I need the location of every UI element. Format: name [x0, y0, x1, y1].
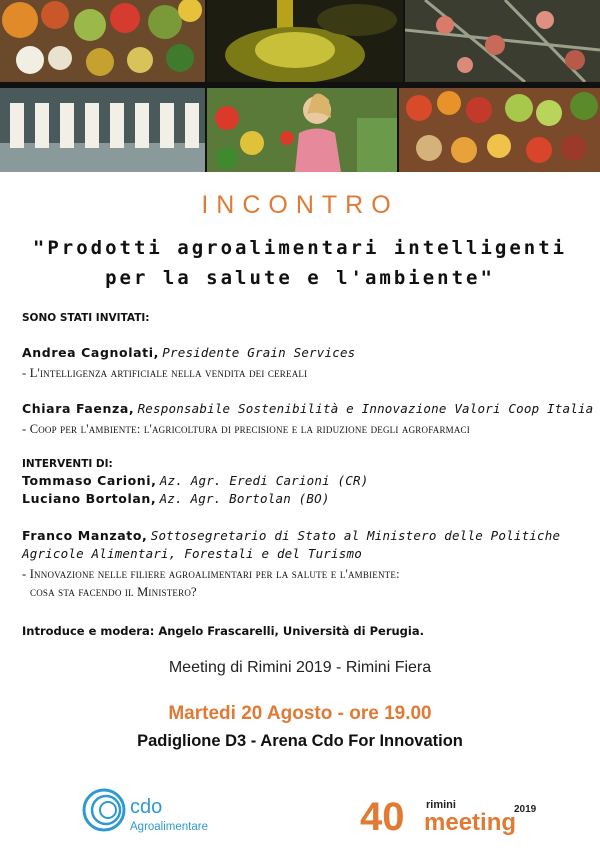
photo-woman-shopping [207, 88, 397, 172]
meeting-edition-number: 40 [360, 795, 405, 836]
speaker-1-topic: - L'intelligenza artificiale nella vendita dei cereali [22, 366, 308, 380]
speaker-role: Presidente Grain Services [162, 345, 356, 360]
cdo-sub: Agroalimentare [130, 821, 208, 833]
intervention-1 [22, 473, 368, 488]
meeting-word: meeting [424, 809, 517, 836]
speaker-name: Andrea Cagnolati, [22, 345, 159, 360]
speaker-role: Responsabile Sostenibilità e Innovazione Valori Coop Italia [137, 401, 594, 416]
event-date: Martedi 20 Agosto - ore 19.00 [168, 703, 432, 724]
meeting-year: 2019 [514, 804, 537, 815]
event-title-line-1: "Prodotti agroalimentari intelligenti [32, 237, 568, 259]
cdo-circles-icon [84, 790, 124, 830]
speaker-name: Luciano Bortolan, [22, 491, 157, 506]
rimini-meeting-logo [360, 786, 550, 836]
cdo-agroalimentare-logo [82, 786, 242, 836]
meeting-rimini: rimini [426, 799, 456, 811]
speaker-name: Tommaso Carioni, [22, 473, 157, 488]
speaker-name: Franco Manzato, [22, 528, 148, 543]
event-title-line-2: per la salute e l'ambiente" [105, 267, 495, 289]
speaker-role: Az. Agr. Eredi Carioni (CR) [159, 473, 369, 488]
header-photo-collage [0, 0, 600, 172]
moderator: Introduce e modera: Angelo Frascarelli, Università di Perugia. [22, 624, 424, 638]
minister-role-line-2: Agricole Alimentari, Forestali e del Turismo [22, 546, 362, 561]
intervention-2 [22, 491, 330, 506]
minister [22, 528, 560, 543]
speaker-role: Az. Agr. Bortolan (BO) [159, 491, 330, 506]
speaker-2-topic: - Coop per l'ambiente: l'agricoltura di precisione e la riduzione degli agrofarmaci [22, 422, 470, 436]
cdo-name: cdo [130, 796, 163, 818]
event-meeting: Meeting di Rimini 2019 - Rimini Fiera [168, 659, 432, 676]
speaker-1 [22, 345, 355, 360]
minister-topic-line-1: - Innovazione nelle filiere agroalimentari per la salute e l'ambiente: [22, 567, 400, 581]
photo-olive-oil [207, 0, 403, 82]
minister-topic-line-2: cosa sta facendo il Ministero? [30, 585, 197, 599]
photo-bottling-line [0, 88, 205, 172]
interventions-label: INTERVENTI DI: [22, 458, 113, 470]
speaker-role: Sottosegretario di Stato al Ministero delle Politiche [150, 528, 561, 543]
speaker-name: Chiara Faenza, [22, 401, 135, 416]
photo-vegetables-market [0, 0, 205, 82]
photo-fruit-tree [405, 0, 600, 82]
event-kicker: INCONTRO [201, 191, 399, 219]
speaker-2 [22, 401, 593, 416]
photo-fruit-stall [399, 88, 600, 172]
event-title [0, 233, 600, 293]
invited-label: SONO STATI INVITATI: [22, 312, 150, 324]
event-venue: Padiglione D3 - Arena Cdo For Innovation [137, 732, 463, 750]
